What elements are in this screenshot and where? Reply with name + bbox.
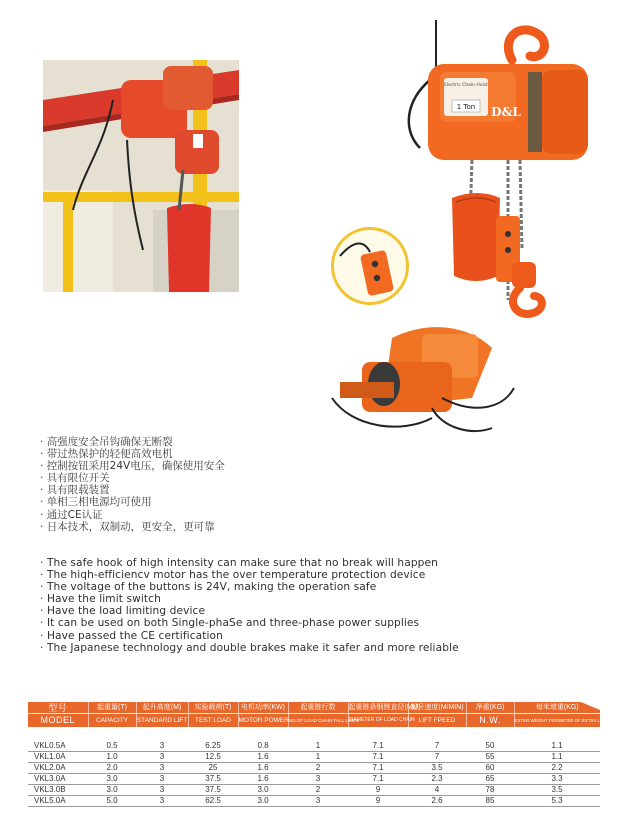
hoist-brand-logo: D&L <box>491 105 521 119</box>
header-en-weight: N.W. <box>466 714 514 727</box>
pendant-control-photo <box>331 227 409 305</box>
header-en-extra-weight: EXTER WEIGHT PERMETER OF EXTRA LIFT <box>514 718 607 723</box>
crane-installation-illustration <box>43 60 239 292</box>
feature-en-item: · Have the load limiting device <box>40 605 459 617</box>
table-cell: VKL3.0B <box>28 785 88 796</box>
header-en-motor: MOTOR POWER <box>238 714 288 727</box>
table-cell: 1.6 <box>238 774 288 785</box>
table-cell: 3 <box>136 752 188 763</box>
table-cell: 25 <box>188 763 238 774</box>
table-cell: VKL5.0A <box>28 796 88 807</box>
hoist-capacity-label: 1 Ton <box>456 103 476 111</box>
feature-en-item: · The voltage of the buttons is 24V, making the operation safe <box>40 581 459 593</box>
table-cell: 0.5 <box>88 741 136 752</box>
pendant-illustration <box>334 230 406 302</box>
table-cell: 62.5 <box>188 796 238 807</box>
table-cell: 6.25 <box>188 741 238 752</box>
feature-en-item: · Have passed the CE certification <box>40 630 459 642</box>
table-cell: 12.5 <box>188 752 238 763</box>
table-cell: 85 <box>466 796 514 807</box>
table-cell: VKL1.0A <box>28 752 88 763</box>
table-cell: 7 <box>408 752 466 763</box>
table-cell: 3.0 <box>88 785 136 796</box>
trolley-illustration <box>322 318 522 438</box>
header-en-test-load: TEST LOAD <box>188 714 238 727</box>
table-cell: 7.1 <box>348 741 408 752</box>
table-cell: 0.8 <box>238 741 288 752</box>
table-cell: 60 <box>466 763 514 774</box>
header-cn-chain-diameter: 起重链条钢锉直径(MM) <box>348 702 408 714</box>
feature-cn-item: · 具有限位开关 <box>40 472 225 484</box>
table-cell: VKL3.0A <box>28 774 88 785</box>
table-cell: 3 <box>136 763 188 774</box>
table-row <box>28 741 600 752</box>
feature-cn-item: · 控制按钮采用24V电压，确保使用安全 <box>40 460 225 472</box>
table-cell: 9 <box>348 785 408 796</box>
feature-cn-item: · 日本技术，双制动，更安全，更可靠 <box>40 521 225 533</box>
hoist-illustration <box>400 20 610 320</box>
table-cell: 3 <box>288 774 348 785</box>
table-cell: 3 <box>288 796 348 807</box>
table-cell: 3 <box>136 741 188 752</box>
table-cell: 1.6 <box>238 752 288 763</box>
table-cell: 3.5 <box>514 785 600 796</box>
table-cell: 1 <box>288 741 348 752</box>
table-cell: 37.5 <box>188 774 238 785</box>
table-cell: 2.3 <box>408 774 466 785</box>
hoist-plate-text: Electric Chain Hoist <box>444 83 488 88</box>
spec-header-cn-row <box>28 702 600 714</box>
crane-installation-photo <box>43 60 239 292</box>
table-cell: 1.1 <box>514 752 600 763</box>
table-cell: 2.2 <box>514 763 600 774</box>
feature-en-item: · The Japanese technology and double brakes make it safer and more reliable <box>40 642 459 654</box>
header-cn-model: 型号 <box>28 702 88 714</box>
table-cell: 7.1 <box>348 774 408 785</box>
table-cell: 37.5 <box>188 785 238 796</box>
table-cell: 7 <box>408 741 466 752</box>
table-cell: 1 <box>288 752 348 763</box>
table-cell: 3 <box>136 785 188 796</box>
header-cn-chain-lines: 起重链行数 <box>288 702 348 714</box>
table-cell: 5.0 <box>88 796 136 807</box>
feature-cn-item: · 带过热保护的轻便高效电机 <box>40 448 225 460</box>
feature-cn-item: · 通过CE认证 <box>40 509 225 521</box>
table-cell: VKL2.0A <box>28 763 88 774</box>
table-cell: 2 <box>288 763 348 774</box>
header-en-capacity: CAPACITY <box>88 714 136 727</box>
table-cell: 2.6 <box>408 796 466 807</box>
header-en-speed: LIFT FPEED <box>408 714 466 727</box>
table-row <box>28 774 600 785</box>
header-cn-weight: 净重(KG) <box>466 702 514 714</box>
table-row <box>28 796 600 807</box>
table-cell: 55 <box>466 752 514 763</box>
features-cn-list <box>40 436 225 533</box>
header-en-model: MODEL <box>28 714 88 727</box>
header-cn-test-load: 实验载荷(T) <box>188 702 238 714</box>
feature-en-item: · Have the limit switch <box>40 593 459 605</box>
table-cell: 50 <box>466 741 514 752</box>
hoist-photo <box>400 20 610 320</box>
table-cell: 7.1 <box>348 752 408 763</box>
table-cell: 78 <box>466 785 514 796</box>
table-cell: 3.3 <box>514 774 600 785</box>
table-cell: 3.0 <box>238 796 288 807</box>
table-cell: 3.0 <box>238 785 288 796</box>
table-row <box>28 785 600 796</box>
header-en-chain-lines: NO.OF LOAD CHAIN FALL LINES <box>288 714 348 727</box>
feature-cn-item: · 单相三相电源均可使用 <box>40 496 225 508</box>
header-cn-extra-weight: 每米增重(KG) <box>535 704 579 711</box>
trolley-photo <box>322 318 522 438</box>
spec-table-grid <box>28 702 607 807</box>
features-en-list <box>40 557 459 654</box>
feature-cn-item: · 高强度安全吊钩确保无断裂 <box>40 436 225 448</box>
feature-cn-item: · 具有限载装置 <box>40 484 225 496</box>
table-cell: 3 <box>136 796 188 807</box>
header-cn-speed: 起升速度(M/MIN) <box>408 702 466 714</box>
feature-en-item: · The safe hook of high intensity can make sure that no break will happen <box>40 557 459 569</box>
table-row <box>28 752 600 763</box>
table-cell: 1.0 <box>88 752 136 763</box>
header-cn-motor: 电机功率(KW) <box>238 702 288 714</box>
table-cell: 1.6 <box>238 763 288 774</box>
header-en-lift: STANDARD LIFT <box>136 714 188 727</box>
feature-en-item: · It can be used on both Single-phaSe and three-phase power supplies <box>40 617 459 629</box>
spec-header-en-row <box>28 714 600 727</box>
table-cell: 9 <box>348 796 408 807</box>
header-cn-lift: 起升高度(M) <box>136 702 188 714</box>
table-cell: 1.1 <box>514 741 600 752</box>
table-row <box>28 763 600 774</box>
table-cell: 3 <box>136 774 188 785</box>
table-cell: 4 <box>408 785 466 796</box>
table-cell: 2.0 <box>88 763 136 774</box>
table-cell: 5.3 <box>514 796 600 807</box>
table-cell: 3.5 <box>408 763 466 774</box>
header-cn-capacity: 起重量(T) <box>88 702 136 714</box>
header-en-chain-diameter: DIAMETER OF LOAD CHAIN <box>348 714 408 727</box>
table-cell: 65 <box>466 774 514 785</box>
feature-en-item: · The hiqh-efficiencv motor has the over temperature protection device <box>40 569 459 581</box>
table-cell: 3.0 <box>88 774 136 785</box>
table-cell: 7.1 <box>348 763 408 774</box>
table-cell: VKL0.5A <box>28 741 88 752</box>
table-cell: 2 <box>288 785 348 796</box>
